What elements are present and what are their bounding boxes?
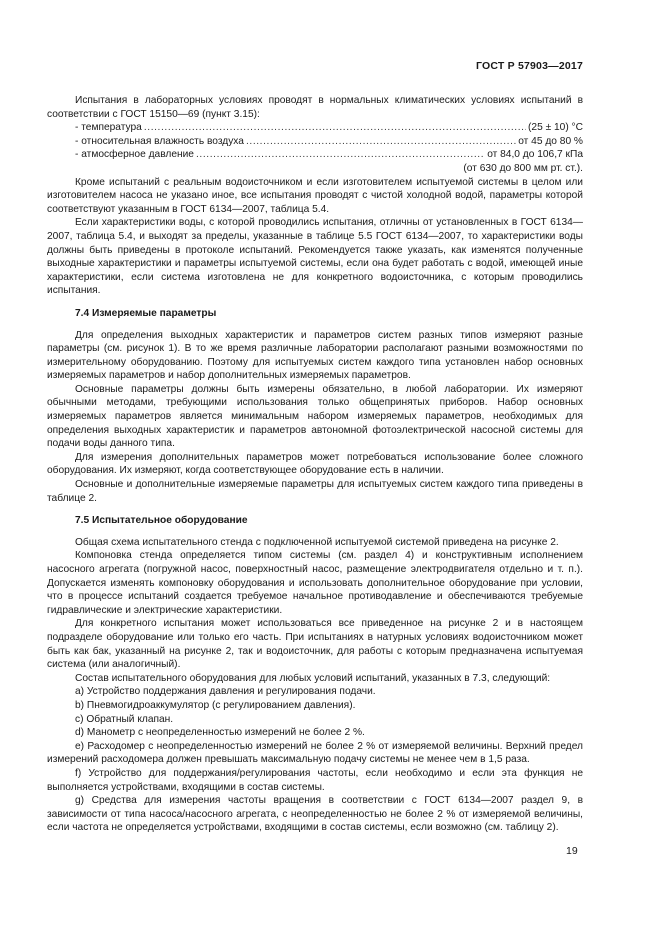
pressure-mm-note: (от 630 до 800 мм рт. ст.). xyxy=(463,162,583,174)
section-7-4-paragraph: Основные и дополнительные измеряемые параметры для испытуемых систем каждого типа приведены в таблице 2. xyxy=(47,479,583,504)
condition-humidity xyxy=(47,135,583,149)
condition-value: от 45 до 80 % xyxy=(518,135,583,147)
condition-label: - атмосферное давление xyxy=(75,149,194,161)
section-7-4-paragraph: Для определения выходных характеристик и параметров систем разных типов измеряют разные параметры (см. рисунок 1). В то же время различные лаборатории располагают разными возможностями по измерительному оборудованию. Поэтому для испытуемых систем каждого типа установлен набор основных измеряемых параметров и набор дополнительных измеряемых параметров. xyxy=(47,329,583,382)
list-item-g: g) Средства для измерения частоты вращения в соответствии с ГОСТ 6134—2007 раздел 9, в зависимости от типа насоса/насосного агрегата, с неопределенностью не более 2 % от измеряемой величины, если частота не определяется устройствами, входящими в состав системы, если возможно (см. таблицу 2). xyxy=(47,795,583,834)
condition-value: от 84,0 до 106,7 кПа xyxy=(487,149,583,161)
section-7-5-paragraph: Состав испытательного оборудования для любых условий испытаний, указанных в 7.3, следующий: xyxy=(75,672,551,684)
section-7-4-paragraph: Для измерения дополнительных параметров может потребоваться использование более сложного оборудования. Их измеряют, когда соответствующее оборудование есть в наличии. xyxy=(47,451,583,477)
leader-dots xyxy=(196,148,485,162)
water-paragraph-2: Если характеристики воды, с которой проводились испытания, отличны от установленных в ГОСТ 6134—2007, таблица 5.4, и выходят за пределы, указанные в таблице 5.5 ГОСТ 6134—2007, то характеристики воды должны быть приведены в протоколе испытаний. Рекомендуется также указать, как изменятся полученные выходные характеристики и параметры испытуемой системы, если она будет работать с водой, имеющей иные характеристики, если система изготовлена не для конкретного водоисточника, с которым проводились испытания. xyxy=(47,217,583,297)
document-body xyxy=(47,94,583,835)
condition-label: - относительная влажность воздуха xyxy=(75,135,244,147)
section-heading-7-5: 7.5 Испытательное оборудование xyxy=(75,515,248,527)
condition-label: - температура xyxy=(75,122,142,134)
section-7-4-paragraph: Основные параметры должны быть измерены обязательно, в любой лаборатории. Их измеряют обычными методами, требующими использования только общепринятых приборов. Набор основных измеряемых параметров является минимальным набором измеряемых параметров, необходимых для определения выходных характеристик и параметров автономной фотоэлектрической насосной системы для подачи воды данного типа. xyxy=(47,383,583,450)
leader-dots xyxy=(246,135,516,149)
water-paragraph-1: Кроме испытаний с реальным водоисточником и если изготовителем испытуемой системы в целом или изготовителем насоса не указано иное, все испытания проводят с чистой холодной водой, параметры которой соответствуют указанным в ГОСТ 6134—2007, таблица 5.4. xyxy=(47,176,583,215)
document-code: ГОСТ Р 57903—2017 xyxy=(475,60,583,72)
list-item-f: f) Устройство для поддержания/регулирования частоты, если необходимо и если эта функция не выполняется устройствами, входящими в состав системы. xyxy=(47,767,583,793)
section-7-5-paragraph: Общая схема испытательного стенда с подключенной испытуемой системой приведена на рисунке 2. xyxy=(75,536,559,548)
section-heading-7-4: 7.4 Измеряемые параметры xyxy=(75,307,217,319)
section-7-5-paragraph: Компоновка стенда определяется типом системы (см. раздел 4) и конструктивным исполнением насосного агрегата (погружной насос, поверхностный насос, размещение электродвигателя отдельно и т. п.). Допускается изменять компоновку оборудования и использовать дополнительное оборудование при условии, что в процессе испытаний создается требуемое начальное противодавление и обеспечиваются требуемые гидравлические и электрические характеристики. xyxy=(47,550,583,616)
list-item-b: b) Пневмогидроаккумулятор (с регулированием давления). xyxy=(75,699,356,711)
list-item-d: d) Манометр с неопределенностью измерений не более 2 %. xyxy=(75,727,365,739)
condition-temperature xyxy=(47,121,583,135)
section-7-5-paragraph: Для конкретного испытания может использоваться все приведенное на рисунке 2 и в настоящем подразделе оборудование или только его часть. При испытаниях в натурных условиях водоисточником может быть как бак, указанный на рисунке 2, так и водоисточник, для работы с которым предназначена испытуемая система (или аналогичный). xyxy=(47,618,583,671)
list-item-c: c) Обратный клапан. xyxy=(75,713,174,725)
intro-paragraph: Испытания в лабораторных условиях проводят в нормальных климатических условиях испытаний в соответствии с ГОСТ 15150—69 (пункт 3.15): xyxy=(47,95,583,120)
leader-dots xyxy=(144,121,526,135)
list-item-e: e) Расходомер с неопределенностью измерений не более 2 % от измеряемой величины. Верхний предел измерений расходомера должен превышать максимальную подачу системы не менее чем в 1,5 раза. xyxy=(47,740,583,766)
condition-pressure xyxy=(47,148,583,162)
condition-value: (25 ± 10) °С xyxy=(528,122,583,134)
list-item-a: a) Устройство поддержания давления и регулирования подачи. xyxy=(75,686,376,698)
page-number: 19 xyxy=(566,845,578,857)
